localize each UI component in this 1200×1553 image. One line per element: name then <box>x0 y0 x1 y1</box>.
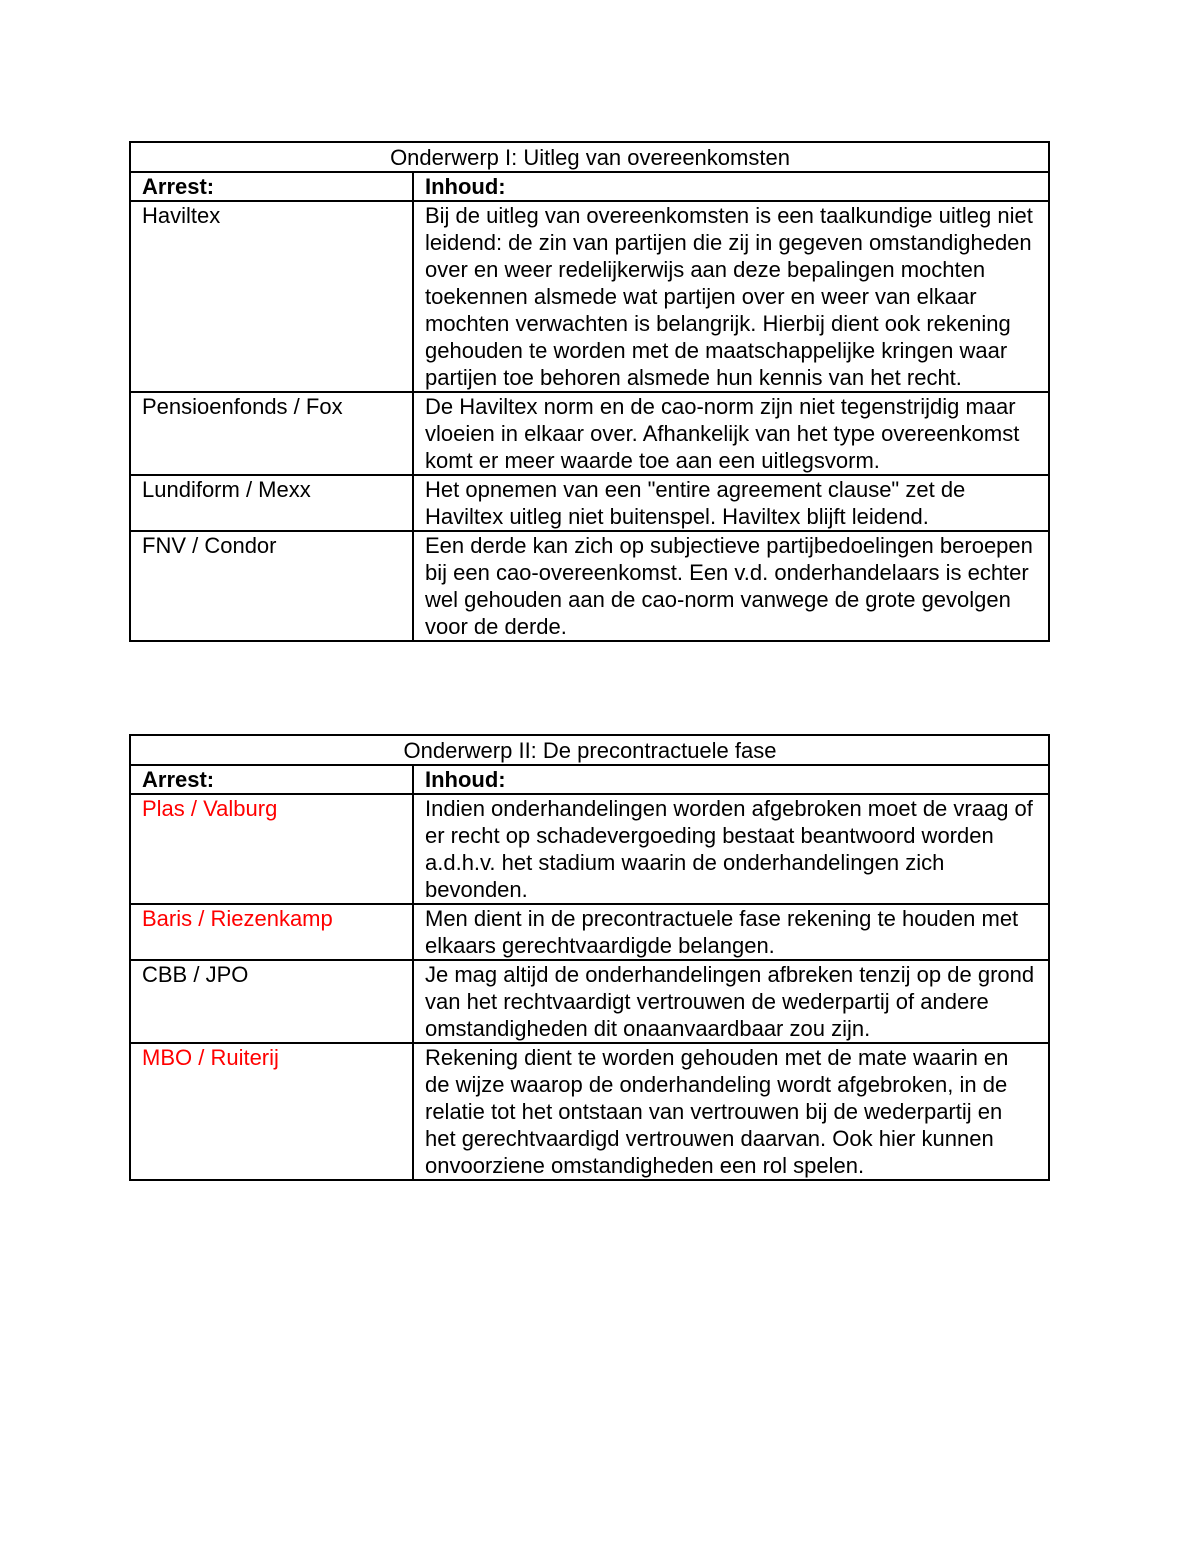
arrest-cell: Baris / Riezenkamp <box>130 904 413 960</box>
arrest-cell: Pensioenfonds / Fox <box>130 392 413 475</box>
arrest-cell: FNV / Condor <box>130 531 413 641</box>
column-header-inhoud: Inhoud: <box>413 765 1049 794</box>
table-row <box>130 531 1049 641</box>
inhoud-cell: Men dient in de precontractuele fase rekening te houden met elkaars gerechtvaardigde belangen. <box>413 904 1049 960</box>
inhoud-cell: Het opnemen van een "entire agreement clause" zet de Haviltex uitleg niet buitenspel. Haviltex blijft leidend. <box>413 475 1049 531</box>
table-title-row <box>130 142 1049 172</box>
arrest-cell: CBB / JPO <box>130 960 413 1043</box>
table-title-row <box>130 735 1049 765</box>
table-precontractuele-fase <box>129 734 1050 1181</box>
table-header-row <box>130 765 1049 794</box>
table-row <box>130 794 1049 904</box>
table-row <box>130 475 1049 531</box>
table-title: Onderwerp I: Uitleg van overeenkomsten <box>130 142 1049 172</box>
table-uitleg-overeenkomsten <box>129 141 1050 642</box>
inhoud-cell: Je mag altijd de onderhandelingen afbreken tenzij op de grond van het rechtvaardigt vertrouwen de wederpartij of andere omstandigheden dit onaanvaardbaar zou zijn. <box>413 960 1049 1043</box>
table-header-row <box>130 172 1049 201</box>
table-title: Onderwerp II: De precontractuele fase <box>130 735 1049 765</box>
inhoud-cell: Rekening dient te worden gehouden met de mate waarin en de wijze waarop de onderhandeling wordt afgebroken, in de relatie tot het ontstaan van vertrouwen bij de wederpartij en het gerechtvaardigd vertrouwen daarvan. Ook hier kunnen onvoorziene omstandigheden een rol spelen. <box>413 1043 1049 1180</box>
table-row <box>130 201 1049 392</box>
arrest-cell: Plas / Valburg <box>130 794 413 904</box>
table-row <box>130 904 1049 960</box>
table-row <box>130 1043 1049 1180</box>
arrest-cell: Lundiform / Mexx <box>130 475 413 531</box>
arrest-cell: MBO / Ruiterij <box>130 1043 413 1180</box>
column-header-arrest: Arrest: <box>130 172 413 201</box>
inhoud-cell: De Haviltex norm en de cao-norm zijn niet tegenstrijdig maar vloeien in elkaar over. Afhankelijk van het type overeenkomst komt er meer waarde toe aan een uitlegsvorm. <box>413 392 1049 475</box>
column-header-inhoud: Inhoud: <box>413 172 1049 201</box>
table-row <box>130 960 1049 1043</box>
inhoud-cell: Indien onderhandelingen worden afgebroken moet de vraag of er recht op schadevergoeding bestaat beantwoord worden a.d.h.v. het stadium waarin de onderhandelingen zich bevonden. <box>413 794 1049 904</box>
table-row <box>130 392 1049 475</box>
inhoud-cell: Bij de uitleg van overeenkomsten is een taalkundige uitleg niet leidend: de zin van partijen die zij in gegeven omstandigheden over en weer redelijkerwijs aan deze bepalingen mochten toekennen alsmede wat partijen over en weer van elkaar mochten verwachten is belangrijk. Hierbij dient ook rekening gehouden te worden met de maatschappelijke kringen waar partijen toe behoren alsmede hun kennis van het recht. <box>413 201 1049 392</box>
arrest-cell: Haviltex <box>130 201 413 392</box>
column-header-arrest: Arrest: <box>130 765 413 794</box>
inhoud-cell: Een derde kan zich op subjectieve partijbedoelingen beroepen bij een cao-overeenkomst. Een v.d. onderhandelaars is echter wel gehouden aan de cao-norm vanwege de grote gevolgen voor de derde. <box>413 531 1049 641</box>
